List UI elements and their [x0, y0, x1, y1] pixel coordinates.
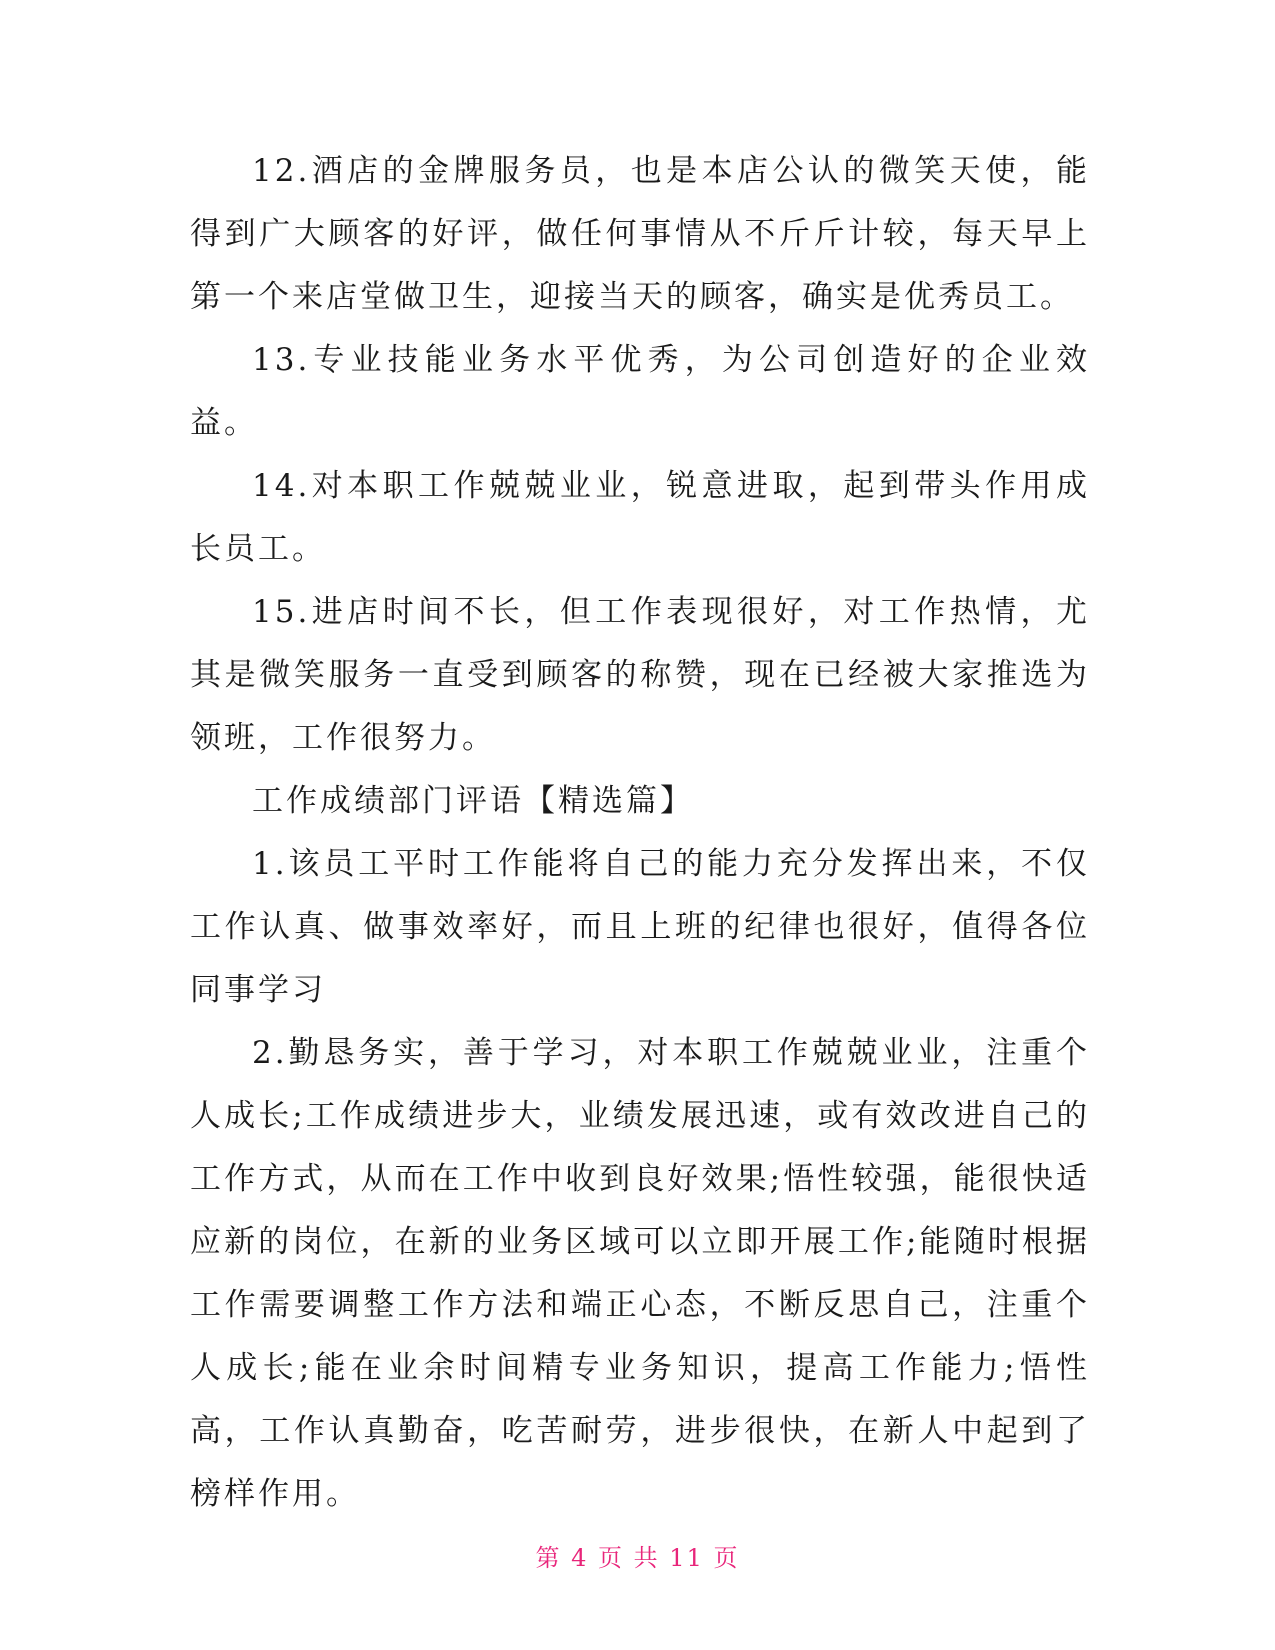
paragraph-item-14: 14.对本职工作兢兢业业，锐意进取，起到带头作用成长员工。 — [190, 468, 1090, 567]
paragraph-item-15: 15.进店时间不长，但工作表现很好，对工作热情，尤其是微笑服务一直受到顾客的称赞，现在已经被大家推选为领班，工作很努力。 — [190, 594, 1090, 756]
paragraph-item-13: 13.专业技能业务水平优秀，为公司创造好的企业效益。 — [190, 342, 1090, 441]
section-heading: 工作成绩部门评语【精选篇】 — [252, 783, 694, 819]
section-paragraph-2: 2.勤恳务实，善于学习，对本职工作兢兢业业，注重个人成长;工作成绩进步大，业绩发展迅速，或有效改进自己的工作方式，从而在工作中收到良好效果;悟性较强，能很快适应新的岗位，在新的业务区域可以立即开展工作;能随时根据工作需要调整工作方法和端正心态，不断反思自己，注重个人成长;能在业余时间精专业务知识，提高工作能力;悟性高，工作认真勤奋，吃苦耐劳，进步很快，在新人中起到了榜样作用。 — [190, 1035, 1090, 1512]
section-paragraph-1: 1.该员工平时工作能将自己的能力充分发挥出来，不仅工作认真、做事效率好，而且上班的纪律也很好，值得各位同事学习 — [190, 846, 1090, 1008]
document-body — [190, 140, 1090, 1526]
paragraph-item-12: 12.酒店的金牌服务员，也是本店公认的微笑天使，能得到广大顾客的好评，做任何事情从不斤斤计较，每天早上第一个来店堂做卫生，迎接当天的顾客，确实是优秀员工。 — [190, 153, 1090, 315]
page-number-footer: 第 4 页 共 11 页 — [535, 1544, 740, 1572]
